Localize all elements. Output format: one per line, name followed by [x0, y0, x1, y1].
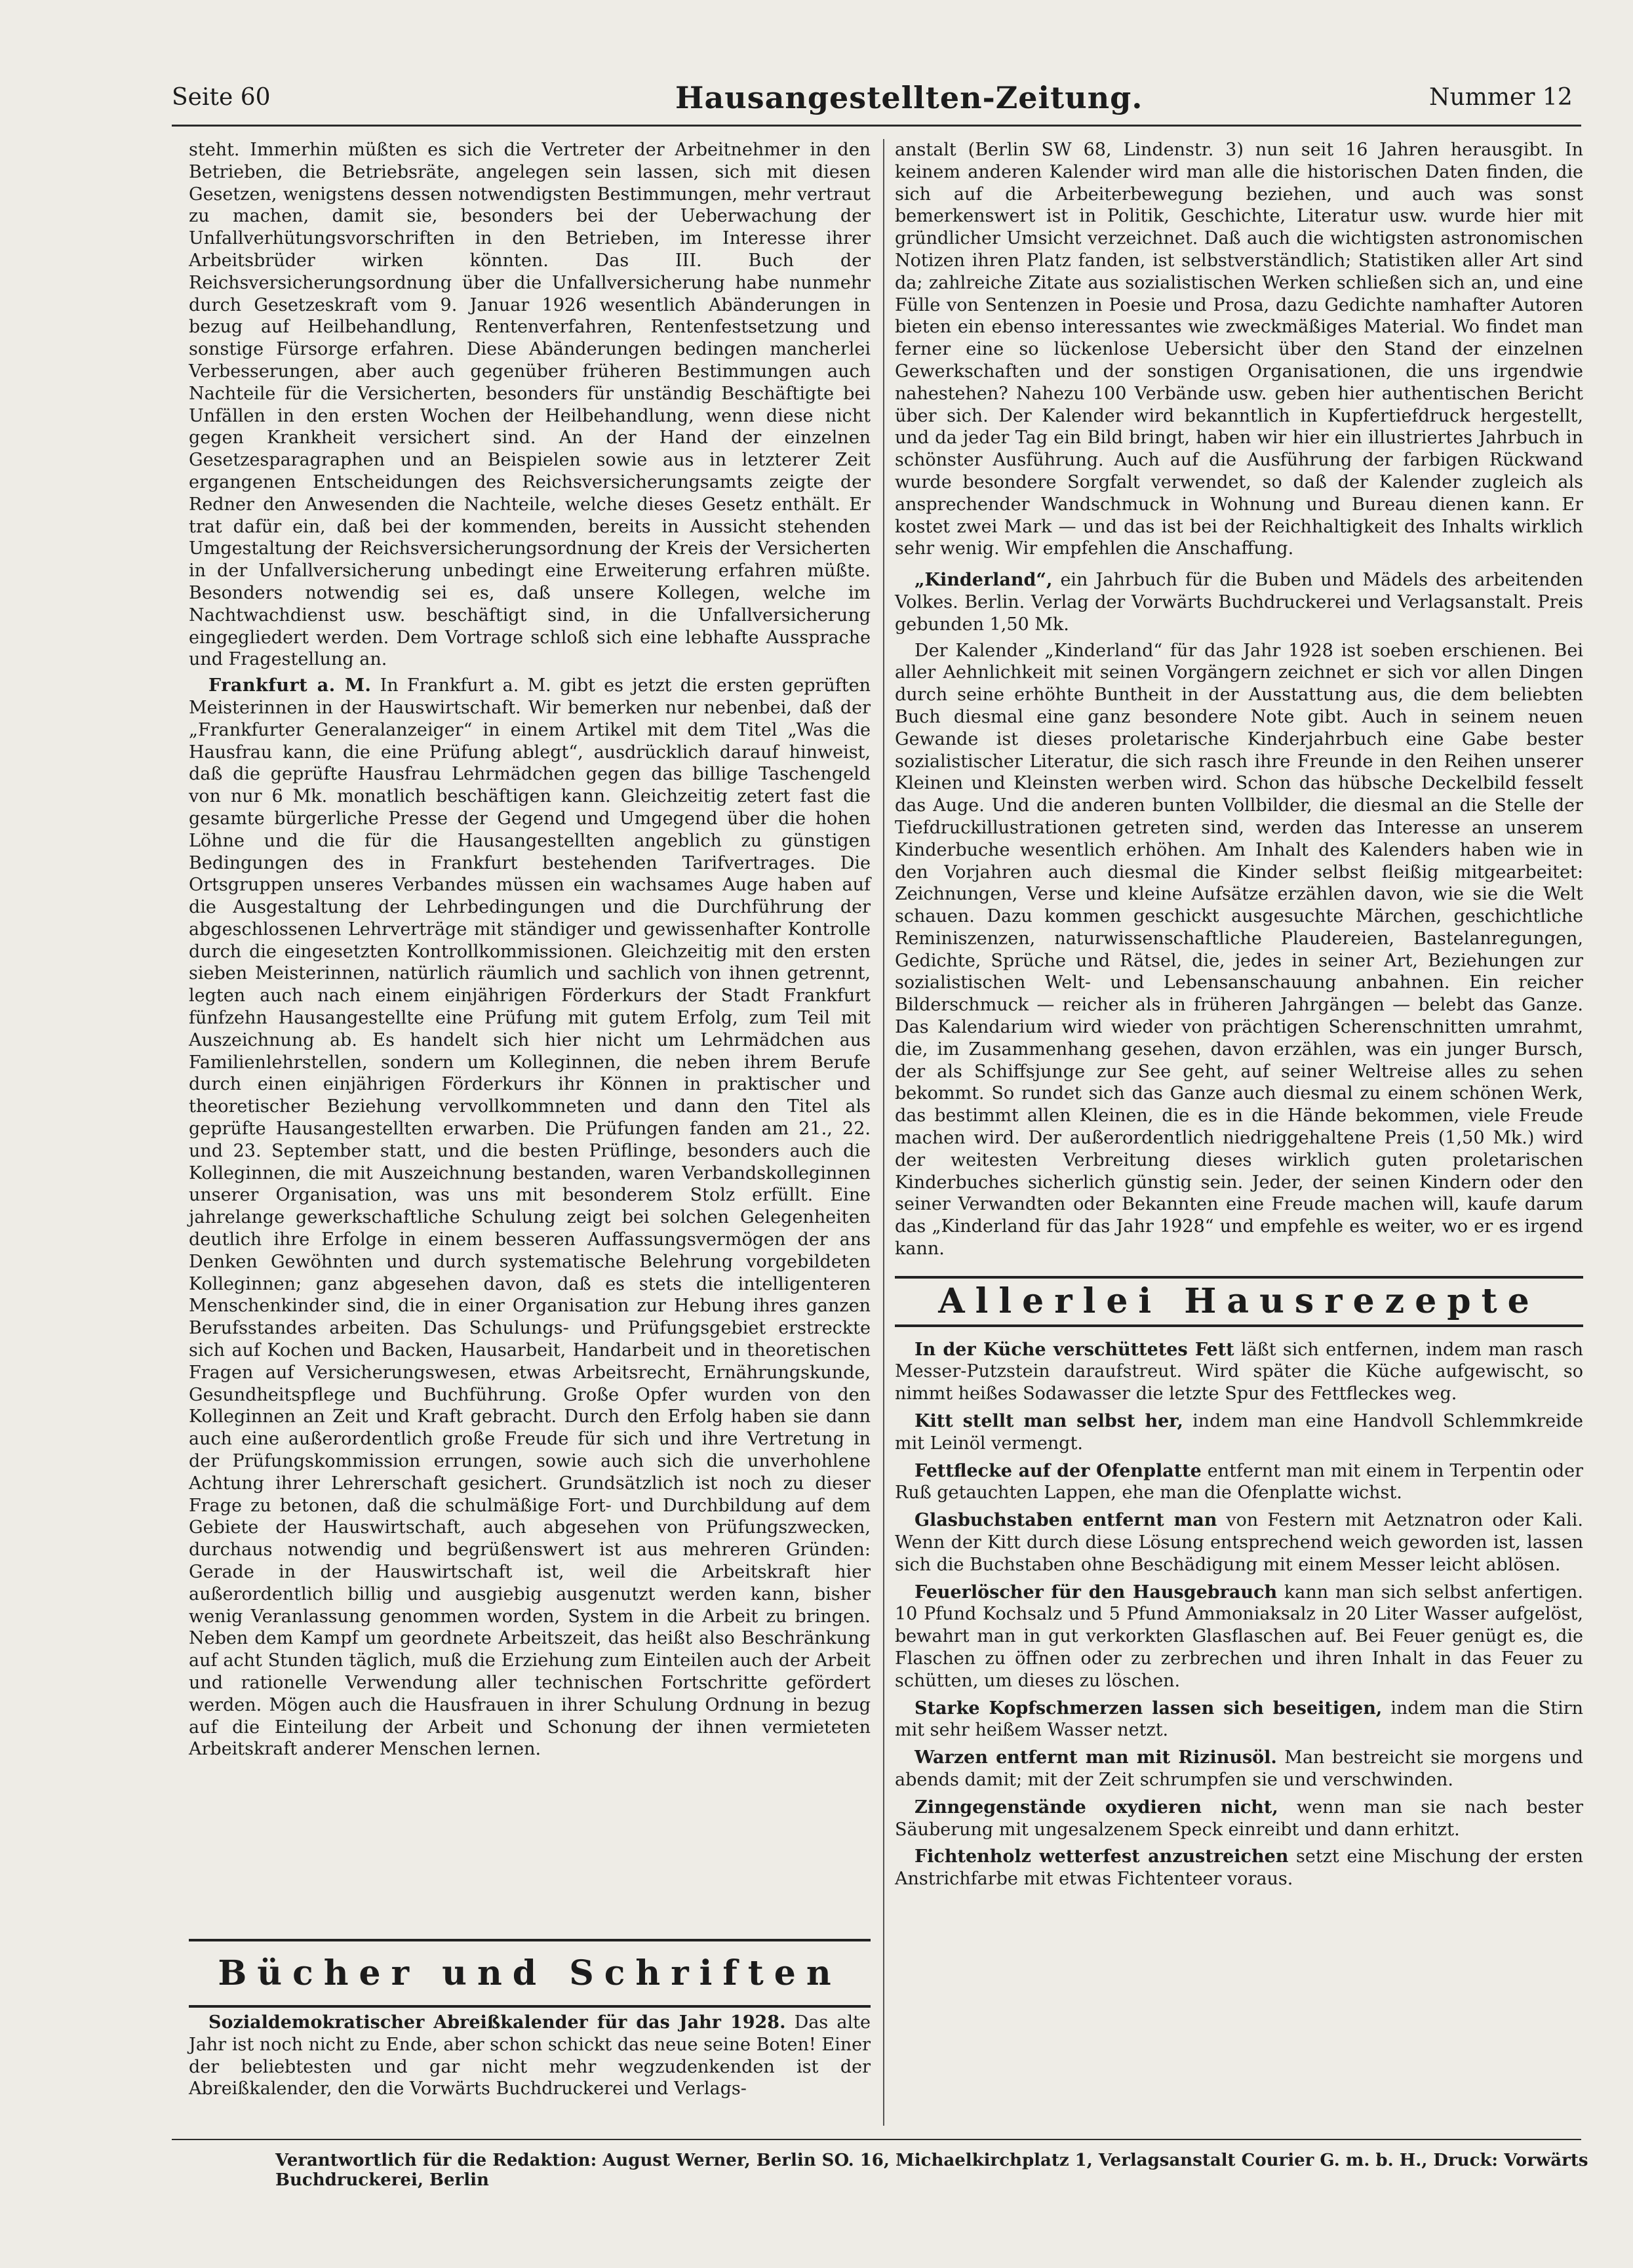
- recipe-text: läßt sich entfernen, indem man rasch Messer-Putzstein daraufstreut. Wird später die Küche aufgewischt, so nimmt heißes Sodawasser die letzte Spur des Fettfleckes weg.: [895, 1339, 1583, 1404]
- recipe-text: indem man eine Handvoll Schlemmkreide mit Leinöl vermengt.: [895, 1411, 1584, 1454]
- recipe-list: [895, 1339, 1583, 1890]
- header-rule: [172, 125, 1581, 127]
- calendar-review-start: [189, 2012, 871, 2104]
- footer-rule: [172, 2139, 1581, 2140]
- recipe-text: setzt eine Mischung der ersten Anstrichfarbe mit etwas Fichtenteer voraus.: [895, 1846, 1583, 1890]
- imprint-line: Verantwortlich für die Redaktion: August Werner, Berlin SO. 16, Michaelkirchplatz 1, Verlagsanstalt Courier G. m. b. H., Druck: Vorwärts Buchdruckerei, Berlin: [275, 2151, 1588, 2190]
- calendar-lead: Sozialdemokratischer Abreißkalender für das Jahr 1928.: [208, 2012, 786, 2033]
- frankfurt-text: In Frankfurt a. M. gibt es jetzt die ersten geprüften Meisterinnen in der Hauswirtschaft. Wir bemerken nur nebenbei, daß der „Frankfurter Generalanzeiger“ in einem Artikel mit dem Titel „Was die Hausfrau kann, die eine Prüfung ablegt“, ausdrücklich darauf hinweist, daß die geprüfte Hausfrau Lehrmädchen gegen das billige Taschengeld von nur 6 Mk. monatlich beschäftigen kann. Gleichzeitig zetert fast die gesamte bürgerliche Presse der Gegend und Umgegend über die hohen Löhne und die für die Hausangestellten angeblich zu günstigen Bedingungen des in Frankfurt bestehenden Tarifvertrages. Die Ortsgruppen unseres Verbandes müssen ein wachsames Auge haben auf die Ausgestaltung der Lehrbedingungen und die Durchführung der abgeschlossenen Lehrverträge mit ständiger und gewissenhafter Kontrolle durch die eingesetzten Kontrollkommissionen. Gleichzeitig mit den ersten sieben Meisterinnen, natürlich räumlich und sachlich von ihnen getrennt, legten auch nach einem einjährigen Förderkurs der Stadt Frankfurt fünfzehn Hausangestellte eine Prüfung mit gutem Erfolg, zum Teil mit Auszeichnung ab. Es handelt sich hier nicht um Lehrmädchen aus Familienlehrstellen, sondern um Kolleginnen, die neben ihrem Berufe durch einen einjährigen Förderkurs ihr Können in praktischer und theoretischer Beziehung vervollkommneten und dann den Titel als geprüfte Hausangestellten erwarben. Die Prüfungen fanden am 21., 22. und 23. September statt, und die besten Prüflinge, besonders auch die Kolleginnen, die mit Auszeichnung bestanden, waren Verbandskolleginnen unserer Organisation, was uns mit besonderem Stolz erfüllt. Eine jahrelange gewerkschaftliche Schulung zeigt bei solchen Gelegenheiten deutlich ihre Erfolge in einem besseren Auffassungsvermögen der ans Denken Gewöhnten und durch systematische Belehrung vorgebildeten Kolleginnen; ganz abgesehen davon, daß es stets die intelligenteren Menschenkinder sind, die in einer Organisation zur Hebung ihres ganzen Berufsstandes arbeiten. Das Schulungs- und Prüfungsgebiet erstreckte sich auf Kochen und Backen, Hausarbeit, Handarbeit und in theoretischen Fragen auf Versicherungswesen, etwas Arbeitsrecht, Ernährungskunde, Gesundheitspflege und Buchführung. Große Opfer wurden von den Kolleginnen an Zeit und Kraft gebracht. Durch den Erfolg haben sie dann auch eine außerordentlich große Freude für sich und ihre Vertretung in der Prüfungskommission errungen, sowie auch sich die unverhohlene Achtung ihrer Lehrerschaft gesichert. Grundsätzlich ist noch zu dieser Frage zu betonen, daß die schulmäßige Fort- und Durchbildung auf dem Gebiete der Hauswirtschaft, auch abgesehen von Prüfungszwecken, durchaus notwendig und begrüßenswert ist aus mehreren Gründen: Gerade in der Hauswirtschaft ist, weil die Arbeitskraft hier außerordentlich billig und ausgiebig ausgenutzt werden kann, bisher wenig Veranlassung genommen worden, System in die Arbeit zu bringen. Neben dem Kampf um geordnete Arbeitszeit, das heißt also Beschränkung auf acht Stunden täglich, muß die Erziehung zum Einteilen auch der Arbeit und rationelle Verwendung aller technischen Fortschritte gefördert werden. Mögen auch die Hausfrauen in ihrer Schulung Ordnung in bezug auf die Einteilung der Arbeit und Schonung der ihnen vermieteten Arbeitskraft anderer Menschen lernen.: [189, 675, 871, 1760]
- right-column: [895, 139, 1583, 2139]
- recipe-text: von Festern mit Aetznatron oder Kali. Wenn der Kitt durch diese Lösung entsprechend weich geworden ist, lassen sich die Buchstaben ohne Beschädigung mit einem Messer leicht ablösen.: [895, 1510, 1584, 1575]
- kinderland-review: Der Kalender „Kinderland“ für das Jahr 1928 ist soeben erschienen. Bei aller Aehnlichkeit mit seinen Vorgängern zeichnet er sich vor allen Dingen durch seine erhöhte Buntheit in der Ausstattung aus, die dem beliebten Buch diesmal eine ganz besondere Note gibt. Auch in seinem neuen Gewande ist dieses proletarische Kinderjahrbuch eine Gabe bester sozialistischer Literatur, die sich rasch ihre Freunde in den Reihen unserer Kleinen und Kleinsten werben wird. Schon das hübsche Deckelbild fesselt das Auge. Und die anderen bunten Vollbilder, die diesmal an die Stelle der Tiefdruckillustrationen getreten sind, werden das Interesse an unserem Kinderbuche wesentlich erhöhen. Am Inhalt des Kalenders haben wie in den Vorjahren auch diesmal die Kinder selbst fleißig mitgearbeitet: Zeichnungen, Verse und kleine Aufsätze erzählen davon, wie sie die Welt schauen. Dazu kommen geschickt ausgesuchte Märchen, geschichtliche Reminiszenzen, naturwissenschaftliche Plaudereien, Bastelanregungen, Gedichte, Sprüche und Rätsel, die, jedes in seiner Art, Beziehungen zur sozialistischen Welt- und Lebensanschauung anbahnen. Ein reicher Bilderschmuck — reicher als in früheren Jahrgängen — belebt das Ganze. Das Kalendarium wird wieder von prächtigen Scherenschnitten umrahmt, die, im Zusammenhang gesehen, davon erzählen, was ein junger Bursch, der als Schiffsjunge zur See geht, auf seiner Weltreise alles zu sehen bekommt. So rundet sich das Ganze auch diesmal zu einem schönen Werk, das bestimmt allen Kleinen, die es in die Hände bekommen, viele Freude machen wird. Der außerordentlich niedriggehaltene Preis (1,50 Mk.) wird der weitesten Verbreitung dieses wirklich guten proletarischen Kinderbuches sicherlich günstig sein. Jeder, der seinen Kindern oder den seiner Verwandten oder Bekannten eine Freude machen will, kaufe darum das „Kinderland für das Jahr 1928“ und empfehle es weiter, wo er es irgend kann.: [895, 640, 1583, 1260]
- kinderland-lead: „Kinderland“,: [915, 570, 1053, 591]
- recipe-text: wenn man sie nach bester Säuberung mit ungesalzenem Speck einreibt und dann erhitzt.: [895, 1797, 1583, 1840]
- recipe-lead: In der Küche verschüttetes Fett: [915, 1339, 1234, 1360]
- newspaper-title: Hausangestellten-Zeitung.: [675, 80, 1143, 115]
- recipe-item: [895, 1797, 1583, 1841]
- recipe-item: [895, 1846, 1583, 1890]
- recipe-item: [895, 1582, 1583, 1692]
- recipe-text: entfernt man mit einem in Terpentin oder Ruß getauchten Lappen, ehe man die Ofenplatte wichst.: [895, 1460, 1583, 1503]
- left-column: [189, 139, 871, 1981]
- issue-number: Nummer 12: [1429, 84, 1573, 111]
- kinderland-heading: [895, 569, 1583, 635]
- column-divider: [883, 139, 884, 2126]
- article-continuation: steht. Immerhin müßten es sich die Vertreter der Arbeitnehmer in den Betrieben, die Betriebsräte, angelegen sein lassen, sich mit diesen Gesetzen, wenigstens dessen notwendigsten Bestimmungen, mehr vertraut zu machen, damit sie, besonders bei der Ueberwachung der Unfallverhütungsvorschriften in den Betrieben, im Interesse ihrer Arbeitsbrüder wirken könnten. Das III. Buch der Reichsversicherungsordnung über die Unfallversicherung habe nunmehr durch Gesetzeskraft vom 9. Januar 1926 wesentlich Abänderungen in bezug auf Heilbehandlung, Rentenverfahren, Rentenfestsetzung und sonstige Fürsorge erfahren. Diese Abänderungen bedingen mancherlei Verbesserungen, aber auch gegenüber früheren Bestimmungen auch Nachteile für die Versicherten, besonders für unständig Beschäftigte bei Unfällen in den ersten Wochen der Heilbehandlung, wenn diese nicht gegen Krankheit versichert sind. An der Hand der einzelnen Gesetzesparagraphen und an Beispielen sowie aus in letzterer Zeit ergangenen Entscheidungen des Reichsversicherungsamts zeigte der Redner den Anwesenden die Nachteile, welche dieses Gesetz enthält. Er trat dafür ein, daß bei der kommenden, bereits in Aussicht stehenden Umgestaltung der Reichsversicherungsordnung der Kreis der Versicherten in der Unfallversicherung unbedingt eine Erweiterung erfahren müßte. Besonders notwendig sei es, daß unsere Kollegen, welche im Nachtwachdienst usw. beschäftigt sind, in die Unfallversicherung eingegliedert werden. Dem Vortrage schloß sich eine lebhafte Aussprache und Fragestellung an.: [189, 140, 871, 670]
- recipe-item: [895, 1509, 1583, 1576]
- section-heading-books: Bücher und Schriften: [189, 1939, 871, 2008]
- recipe-lead: Glasbuchstaben entfernt man: [915, 1510, 1217, 1531]
- recipe-lead: Fichtenholz wetterfest anzustreichen: [915, 1846, 1289, 1867]
- recipe-lead: Fettflecke auf der Ofenplatte: [915, 1460, 1202, 1481]
- recipe-lead: Starke Kopfschmerzen lassen sich beseitigen,: [915, 1698, 1383, 1719]
- calendar-text: Das alte Jahr ist noch nicht zu Ende, aber schon schickt das neue seine Boten! Einer der beliebtesten und gar nicht mehr wegzudenkenden ist der Abreißkalender, den die Vorwärts Buchdruckerei und Verlags-: [189, 2012, 871, 2099]
- recipe-text: Man bestreicht sie morgens und abends damit; mit der Zeit schrumpfen sie und verschwinden.: [895, 1747, 1583, 1790]
- recipe-item: [895, 1747, 1583, 1791]
- recipe-text: kann man sich selbst anfertigen. 10 Pfund Kochsalz und 5 Pfund Ammoniaksalz in 20 Liter Wasser aufgelöst, bewahrt man in gut verkorkten Glasflaschen auf. Bei Feuer genügt es, die Flaschen zu öffnen oder zu zerbrechen und ihren Inhalt in das Feuer zu schütten, um dieses zu löschen.: [895, 1582, 1583, 1691]
- page-number: Seite 60: [172, 84, 271, 111]
- recipe-lead: Warzen entfernt man mit Rizinusöl.: [915, 1747, 1277, 1768]
- recipe-lead: Feuerlöscher für den Hausgebrauch: [915, 1582, 1278, 1602]
- section-heading-recipes: Allerlei Hausrezepte: [895, 1276, 1583, 1327]
- frankfurt-lead: Frankfurt a. M.: [208, 675, 372, 696]
- calendar-review-continuation: anstalt (Berlin SW 68, Lindenstr. 3) nun seit 16 Jahren herausgibt. In keinem anderen Kalender wird man alle die historischen Daten finden, die sich auf die Arbeiterbewegung beziehen, und auch was sonst bemerkenswert ist in Politik, Geschichte, Literatur usw. wurde hier mit gründlicher Umsicht verzeichnet. Daß auch die wichtigsten astronomischen Notizen ihren Platz fanden, ist selbstverständlich; Statistiken aller Art sind da; zahlreiche Zitate aus sozialistischen Werken schließen sich an, und eine Fülle von Sentenzen in Poesie und Prosa, dazu Gedichte namhafter Autoren bieten ein ebenso interessantes wie zweckmäßiges Material. Wo findet man ferner eine so lückenlose Uebersicht über den Stand der einzelnen Gewerkschaften und der sonstigen Organisationen, die uns irgendwie nahestehen? Nahezu 100 Verbände usw. geben hier authentischen Bericht über sich. Der Kalender wird bekanntlich in Kupfertiefdruck hergestellt, und da jeder Tag ein Bild bringt, haben wir hier ein illustriertes Jahrbuch in schönster Ausführung. Auch auf die Ausführung der farbigen Rückwand wurde besondere Sorgfalt verwendet, so daß der Kalender zugleich als ansprechender Wandschmuck in Wohnung und Bureau dienen kann. Er kostet zwei Mark — und das ist bei der Reichhaltigkeit des Inhalts wirklich sehr wenig. Wir empfehlen die Anschaffung.: [895, 140, 1583, 559]
- recipe-item: [895, 1698, 1583, 1742]
- recipe-item: [895, 1410, 1583, 1455]
- recipe-lead: Zinngegenstände oxydieren nicht,: [915, 1797, 1278, 1818]
- recipe-lead: Kitt stellt man selbst her,: [915, 1411, 1183, 1432]
- recipe-text: indem man die Stirn mit sehr heißem Wasser netzt.: [895, 1698, 1584, 1741]
- frankfurt-article: [189, 675, 871, 1761]
- kinderland-subtitle: ein Jahrbuch für die Buben und Mädels des arbeitenden Volkes. Berlin. Verlag der Vorwärts Buchdruckerei und Verlagsanstalt. Preis gebunden 1,50 Mk.: [895, 570, 1583, 635]
- recipe-item: [895, 1339, 1583, 1405]
- recipe-item: [895, 1460, 1583, 1505]
